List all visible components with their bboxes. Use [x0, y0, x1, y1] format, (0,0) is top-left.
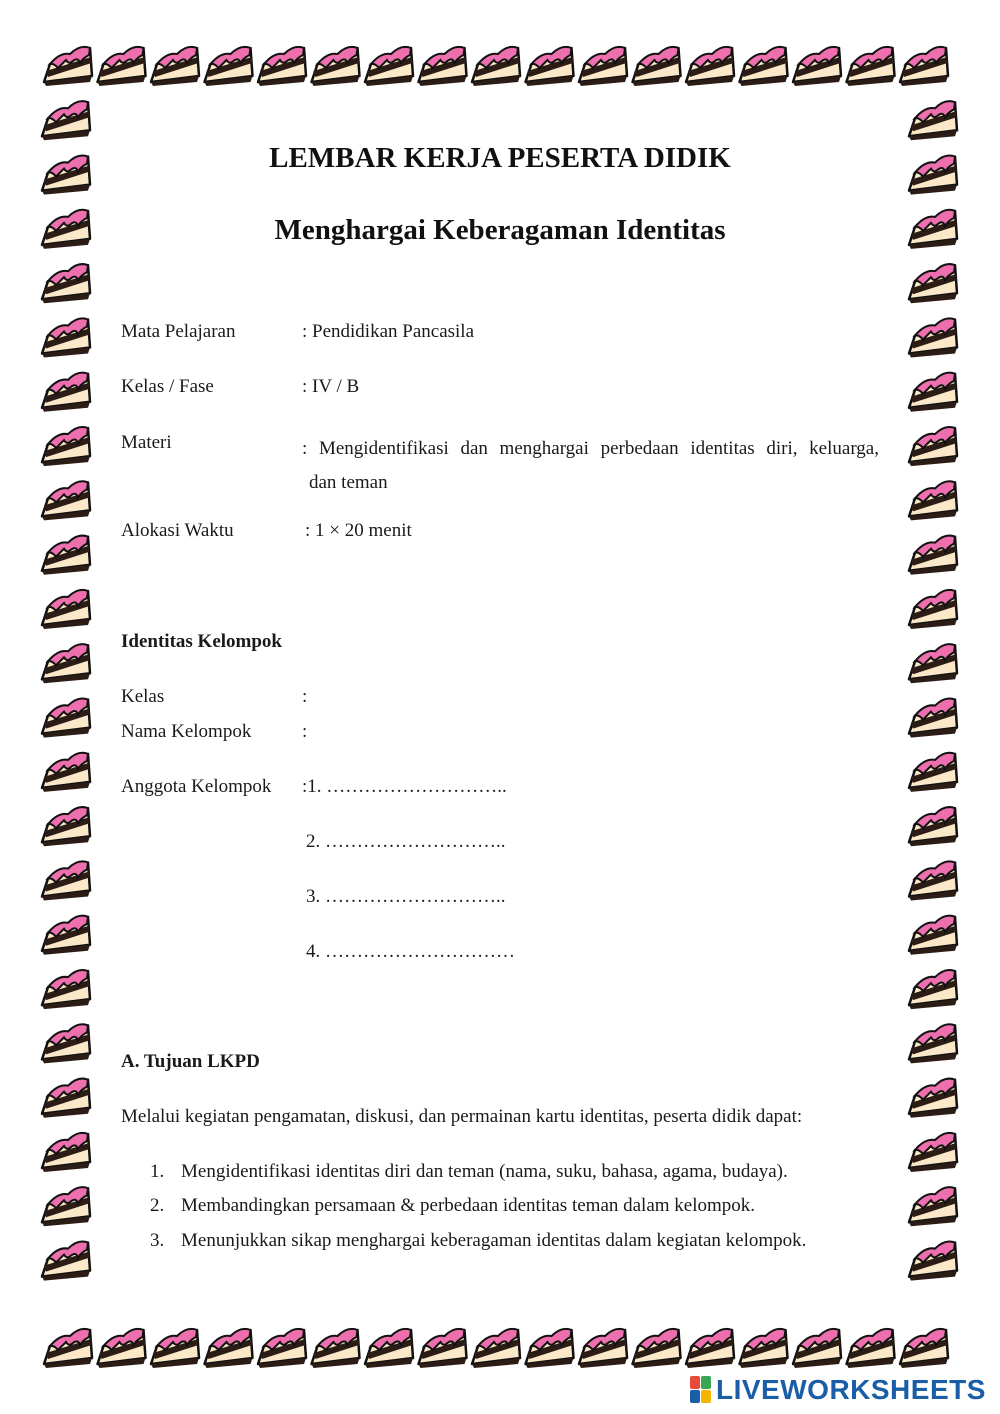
cake-slice-icon [42, 807, 90, 846]
cake-slice-icon [909, 861, 957, 900]
cake-slice-icon [151, 1329, 199, 1368]
cake-slice-icon [419, 47, 467, 86]
cake-slice-icon [98, 47, 146, 86]
cake-slice-icon [42, 1241, 90, 1280]
tujuan-item-text: Mengidentifikasi identitas diri dan teman (nama, suku, bahasa, agama, budaya). [181, 1161, 788, 1182]
cake-slice-icon [42, 264, 90, 303]
cake-slice-icon [909, 1133, 957, 1172]
cake-slice-icon [740, 47, 788, 86]
cake-slice-icon [900, 47, 948, 86]
anggota-field-4[interactable]: 4. ………………………… [306, 941, 515, 962]
cake-slice-icon [472, 47, 520, 86]
tujuan-item-text: Membandingkan persamaan & perbedaan identitas teman dalam kelompok. [181, 1195, 756, 1216]
tujuan-item-text: Menunjukkan sikap menghargai keberagaman identitas dalam kegiatan kelompok. [181, 1230, 807, 1251]
kelas-label: Kelas [121, 686, 165, 707]
cake-slice-icon [42, 318, 90, 357]
tujuan-item [150, 1195, 755, 1217]
cake-slice-icon [42, 698, 90, 737]
cake-slice-icon [98, 1329, 146, 1368]
cake-slice-icon [847, 47, 895, 86]
cake-slice-icon [909, 590, 957, 629]
cake-slice-icon [42, 1187, 90, 1226]
kelas-fase-value: : IV / B [302, 376, 360, 397]
liveworksheets-mark-icon [690, 1376, 712, 1404]
page-subtitle: Menghargai Keberagaman Identitas [274, 214, 726, 246]
cake-slice-icon [909, 101, 957, 140]
cake-slice-icon [909, 373, 957, 412]
cake-slice-icon [909, 916, 957, 955]
kelas-field[interactable]: : [302, 686, 308, 707]
cake-slice-icon [42, 753, 90, 792]
cake-slice-icon [42, 861, 90, 900]
cake-slice-icon [419, 1329, 467, 1368]
mata-pelajaran-value: : Pendidikan Pancasila [302, 321, 475, 342]
cake-slice-icon [579, 1329, 627, 1368]
materi-line-1: : Mengidentifikasi dan menghargai perbedaan identitas diri, keluarga, [302, 438, 879, 459]
cake-slice-icon [909, 427, 957, 466]
alokasi-waktu-value: : 1 × 20 menit [305, 520, 412, 541]
cake-slice-icon [42, 101, 90, 140]
materi-label: Materi [121, 432, 172, 453]
identitas-kelompok-heading: Identitas Kelompok [121, 631, 282, 652]
cake-slice-icon [42, 916, 90, 955]
cake-slice-icon [909, 264, 957, 303]
cake-slice-icon [365, 1329, 413, 1368]
cake-slice-icon [633, 1329, 681, 1368]
anggota-kelompok-label: Anggota Kelompok [121, 776, 272, 797]
cake-slice-icon [909, 536, 957, 575]
cake-slice-icon [909, 1241, 957, 1280]
cake-slice-icon [909, 481, 957, 520]
cake-slice-icon [909, 1187, 957, 1226]
nama-kelompok-field[interactable]: : [302, 721, 308, 742]
cake-slice-icon [42, 1133, 90, 1172]
anggota-field-3[interactable]: 3. ……………………….. [306, 886, 506, 907]
cake-slice-icon [793, 47, 841, 86]
tujuan-item [150, 1230, 806, 1252]
cake-slice-icon [42, 590, 90, 629]
cake-slice-icon [909, 1079, 957, 1118]
cake-slice-icon [365, 47, 413, 86]
cake-slice-icon [526, 47, 574, 86]
cake-slice-icon [686, 1329, 734, 1368]
page-title: LEMBAR KERJA PESERTA DIDIK [269, 142, 731, 174]
cake-slice-icon [472, 1329, 520, 1368]
tujuan-item-number: 2. [150, 1195, 165, 1216]
cake-slice-icon [42, 644, 90, 683]
cake-slice-icon [258, 1329, 306, 1368]
cake-slice-icon [909, 970, 957, 1009]
materi-line-2: dan teman [309, 472, 388, 493]
cake-slice-icon [909, 807, 957, 846]
cake-slice-icon [312, 47, 360, 86]
cake-slice-icon [42, 970, 90, 1009]
tujuan-heading: A. Tujuan LKPD [121, 1051, 260, 1072]
cake-slice-icon [909, 318, 957, 357]
cake-slice-icon [312, 1329, 360, 1368]
cake-slice-icon [526, 1329, 574, 1368]
cake-slice-icon [44, 47, 92, 86]
cake-slice-icon [205, 1329, 253, 1368]
cake-slice-icon [42, 536, 90, 575]
cake-slice-icon [909, 644, 957, 683]
cake-slice-icon [909, 1024, 957, 1063]
cake-slice-icon [909, 698, 957, 737]
nama-kelompok-label: Nama Kelompok [121, 721, 252, 742]
cake-slice-icon [579, 47, 627, 86]
anggota-field-2[interactable]: 2. ……………………….. [306, 831, 506, 852]
tujuan-item-number: 1. [150, 1161, 165, 1182]
cake-slice-icon [42, 427, 90, 466]
cake-slice-icon [42, 1079, 90, 1118]
cake-slice-icon [42, 1024, 90, 1063]
materi-value [302, 432, 879, 500]
cake-slice-icon [847, 1329, 895, 1368]
kelas-fase-label: Kelas / Fase [121, 376, 214, 397]
cake-slice-icon [42, 373, 90, 412]
cake-slice-icon [909, 753, 957, 792]
cake-slice-icon [633, 47, 681, 86]
cake-slice-icon [793, 1329, 841, 1368]
liveworksheets-wordmark: LIVEWORKSHEETS [716, 1374, 986, 1405]
mata-pelajaran-label: Mata Pelajaran [121, 321, 236, 342]
cake-slice-icon [900, 1329, 948, 1368]
cake-slice-icon [258, 47, 306, 86]
cake-slice-icon [151, 47, 199, 86]
cake-slice-icon [42, 481, 90, 520]
cake-slice-icon [686, 47, 734, 86]
liveworksheets-logo[interactable] [690, 1372, 986, 1408]
tujuan-intro: Melalui kegiatan pengamatan, diskusi, dan permainan kartu identitas, peserta didik dapat: [121, 1106, 803, 1127]
cake-slice-icon [205, 47, 253, 86]
tujuan-item [150, 1161, 788, 1183]
cake-slice-icon [740, 1329, 788, 1368]
tujuan-item-number: 3. [150, 1230, 165, 1251]
alokasi-waktu-label: Alokasi Waktu [121, 520, 234, 541]
anggota-field-1[interactable]: :1. ……………………….. [302, 776, 507, 797]
cake-slice-icon [44, 1329, 92, 1368]
